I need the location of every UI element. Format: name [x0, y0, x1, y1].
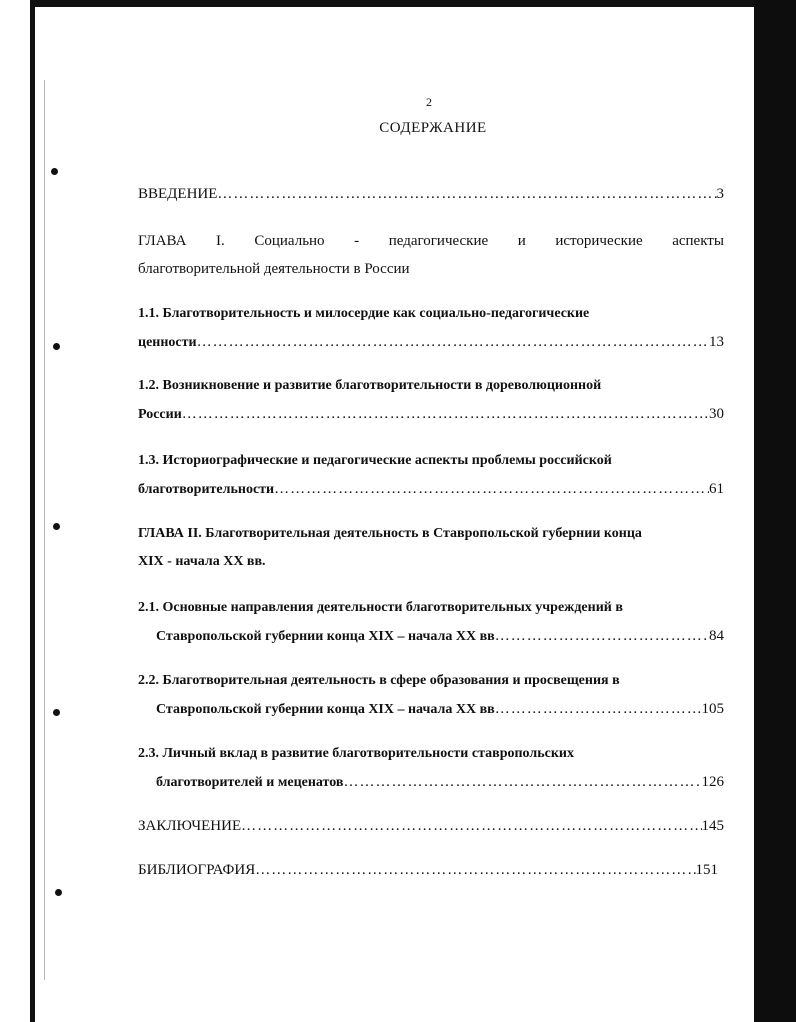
chapter-word: ГЛАВА [138, 233, 187, 249]
scan-border-left [30, 0, 35, 1022]
toc-section-2-2-leader[interactable] [156, 701, 724, 718]
page-title: СОДЕРЖАНИЕ [379, 120, 487, 136]
toc-entry-introduction[interactable] [138, 186, 724, 203]
scan-fold-line [44, 80, 45, 980]
leader-dots [495, 628, 709, 645]
toc-section-1-2-leader[interactable] [138, 406, 724, 423]
toc-entry-page: 30 [709, 406, 724, 422]
toc-entry-label: БИБЛИОГРАФИЯ [138, 862, 256, 878]
toc-entry-label: Ставропольской губернии конца XIX – начала XX вв [156, 702, 495, 717]
scan-border-right [754, 0, 796, 1022]
toc-entry-label: Ставропольской губернии конца XIX – начала XX вв [156, 629, 495, 644]
punch-hole-mark [55, 889, 62, 896]
toc-entry-label: России [138, 407, 182, 422]
toc-chapter-2-line1[interactable]: ГЛАВА II. Благотворительная деятельность в Ставропольской губернии конца [138, 526, 642, 541]
leader-dots [182, 406, 709, 423]
leader-dots [343, 774, 701, 791]
toc-entry-label: ЗАКЛЮЧЕНИЕ [138, 818, 242, 834]
punch-hole-mark [51, 168, 58, 175]
leader-dots [197, 334, 709, 351]
leader-dots [495, 701, 702, 718]
toc-entry-bibliography[interactable] [138, 862, 718, 879]
toc-section-1-1-leader[interactable] [138, 334, 724, 351]
toc-section-1-3-title[interactable]: 1.3. Историографические и педагогические аспекты проблемы российской [138, 453, 612, 468]
toc-entry-page: 13 [709, 334, 724, 350]
leader-dots [217, 186, 716, 203]
leader-dots [241, 818, 701, 835]
punch-hole-mark [53, 343, 60, 350]
chapter-word: Социально [254, 233, 325, 249]
toc-entry-conclusion[interactable] [138, 818, 724, 835]
scan-border-top [30, 0, 758, 7]
toc-section-1-3-leader[interactable] [138, 481, 724, 498]
toc-entry-page: 84 [709, 628, 724, 644]
punch-hole-mark [53, 709, 60, 716]
toc-entry-label: ценности [138, 335, 197, 350]
toc-entry-page: 126 [701, 774, 724, 790]
toc-section-2-1-title[interactable]: 2.1. Основные направления деятельности благотворительных учреждений в [138, 600, 623, 615]
chapter-word: аспекты [672, 233, 724, 249]
punch-hole-mark [53, 523, 60, 530]
toc-entry-page: 3 [716, 186, 724, 202]
toc-entry-page: 105 [701, 701, 724, 717]
toc-section-2-1-leader[interactable] [156, 628, 724, 645]
chapter-word: - [354, 233, 360, 249]
toc-entry-label: благотворителей и меценатов [156, 775, 344, 790]
toc-chapter-1-line1[interactable] [138, 233, 724, 250]
toc-entry-page: 145 [701, 818, 724, 834]
leader-dots [274, 481, 709, 498]
toc-chapter-1-line2: благотворительной деятельности в России [138, 261, 410, 277]
chapter-word: исторические [555, 233, 643, 249]
leader-dots [255, 862, 695, 879]
toc-section-2-3-title[interactable]: 2.3. Личный вклад в развитие благотворительности ставропольских [138, 746, 574, 761]
toc-entry-page: 61 [709, 481, 724, 497]
toc-entry-label: благотворительности [138, 482, 275, 497]
chapter-word: педагогические [388, 233, 489, 249]
toc-chapter-2-line2: XIX - начала XX вв. [138, 554, 266, 569]
chapter-word: I. [216, 233, 225, 249]
toc-entry-label: ВВЕДЕНИЕ [138, 186, 218, 202]
toc-section-1-1-title[interactable]: 1.1. Благотворительность и милосердие как социально-педагогические [138, 306, 590, 321]
toc-section-1-2-title[interactable]: 1.2. Возникновение и развитие благотворительности в дореволюционной [138, 378, 602, 393]
toc-entry-page: 151 [695, 862, 718, 878]
chapter-word: и [517, 233, 526, 249]
toc-section-2-3-leader[interactable] [156, 774, 724, 791]
page-number: 2 [426, 95, 432, 109]
toc-section-2-2-title[interactable]: 2.2. Благотворительная деятельность в сфере образования и просвещения в [138, 673, 620, 688]
